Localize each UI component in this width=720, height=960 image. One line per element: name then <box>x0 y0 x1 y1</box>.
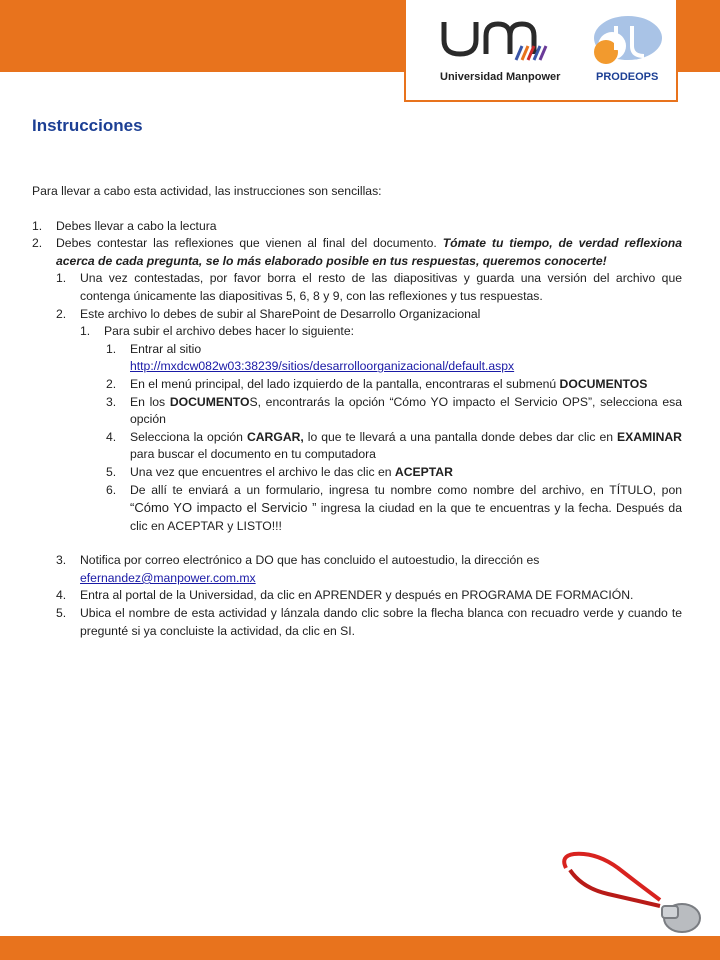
list-item: 1. Entrar al sitio http://mxdcw082w03:38239/sitios/desarrolloorganizacional/default.aspx <box>106 341 515 374</box>
bottom-orange-bar <box>0 936 720 960</box>
list-item: 4. Selecciona la opción CARGAR, lo que te llevará a una pantalla donde debes dar clic en EXAMINAR para buscar el documento en tu computadora <box>106 429 682 462</box>
list-item: 3. Notifica por correo electrónico a DO que has concluido el autoestudio, la dirección es efernandez@manpower.com.mx <box>56 553 540 585</box>
whistle-icon <box>556 848 706 940</box>
list-item: 2. Este archivo lo debes de subir al SharePoint de Desarrollo Organizacional 1. Para subir el archivo debes hacer lo siguiente: 1. Entrar al sitio http://mxdcw082w03:38239/sitios/desarrolloorganizacional/default.aspx 2. En el menú principal, del lado izquierdo de la pantalla, encontraras el submenú DOCUMENTOS 3. En los DOCUMENTOS, encontrarás la opción “Cómo YO impacto el Servicio OPS”, selecciona esa opción 4. Selecciona la opción CARGAR, lo que te llevará a una pantalla donde debes dar clic en EXAMINAR para buscar el documento en tu computadora 5. Una vez que encuentres el archivo le das clic en ACEPTAR 6. De allí te enviará a un formulario, ingresa tu nombre como nombre del archivo, en TÍTULO, pon “Cómo YO impacto el Servicio ” ingresa la ciudad en la que te encuentras y la fecha. Después da clic en ACEPTAR y LISTO!!! <box>80 306 682 536</box>
list-item: 5. Ubica el nombre de esta actividad y lánzala dando clic sobre la flecha blanca con recuadro verde y cuando te pregunté si ya concluiste la actividad, da clic en SI. <box>56 606 682 638</box>
list-item: 2. En el menú principal, del lado izquierdo de la pantalla, encontraras el submenú DOCUMENTOS <box>106 376 648 391</box>
intro-text: Para llevar a cabo esta actividad, las instrucciones son sencillas: <box>32 184 382 198</box>
email-link[interactable]: efernandez@manpower.com.mx <box>80 570 256 585</box>
list-item: 1. Para subir el archivo debes hacer lo siguiente: 1. Entrar al sitio http://mxdcw082w03:38239/sitios/desarrolloorganizacional/default.aspx 2. En el menú principal, del lado izquierdo de la pantalla, encontraras el submenú DOCUMENTOS 3. En los DOCUMENTOS, encontrarás la opción “Cómo YO impacto el Servicio OPS”, selecciona esa opción 4. Selecciona la opción CARGAR, lo que te llevará a una pantalla donde debes dar clic en EXAMINAR para buscar el documento en tu computadora 5. Una vez que encuentres el archivo le das clic en ACEPTAR 6. De allí te enviará a un formulario, ingresa tu nombre como nombre del archivo, en TÍTULO, pon “Cómo YO impacto el Servicio ” ingresa la ciudad en la que te encuentras y la fecha. Después da clic en ACEPTAR y LISTO!!! <box>104 323 682 535</box>
svg-text:Universidad Manpower: Universidad Manpower <box>440 71 561 83</box>
list-item: 5. Una vez que encuentres el archivo le das clic en ACEPTAR <box>106 464 453 479</box>
instructions-body <box>32 183 682 640</box>
sub-steps-list <box>56 270 682 640</box>
main-steps-list <box>32 218 682 641</box>
list-item: 1. Debes llevar a cabo la lectura <box>32 218 217 233</box>
list-item: 2. Debes contestar las reflexiones que vienen al final del documento. Tómate tu tiempo, de verdad reflexiona acerca de cada pregunta, se lo más elaborado posible en tus respuestas, queremos conocerte! 1. Una vez contestadas, por favor borra el resto de las diapositivas y guarda una versión del archivo que contenga únicamente las diapositivas 5, 6, 8 y 9, con las reflexiones y tus respuestas. 2. Este archivo lo debes de subir al SharePoint de Desarrollo Organizacional 1. Para subir el archivo debes hacer lo siguiente: 1. Entrar al sitio http://mxdcw082w03:38239/sitios/desarrolloorganizacional/default.aspx 2. En el menú principal, del lado izquierdo de la pantalla, encontraras el submenú DOCUMENTOS 3. En los DOCUMENTOS, encontrarás la opción “Cómo YO impacto el Servicio OPS”, selecciona esa opción 4. Selecciona la opción CARGAR, lo que te llevará a una pantalla donde debes dar clic en EXAMINAR para buscar el documento en tu computadora 5. Una vez que encuentres el archivo le das clic en ACEPTAR 6. De allí te enviará a un formulario, ingresa tu nombre como nombre del archivo, en TÍTULO, pon “Cómo YO impacto el Servicio ” ingresa la ciudad en la que te encuentras y la fecha. Después da clic en ACEPTAR y LISTO!!! 3. Notifica por correo electrónico a DO que has concluido el autoestudio, la dirección es efernandez@manpower.com.mx 4. Entra al portal de la Universidad, da clic en APRENDER y después en PROGRAMA DE FORMACIÓN. 5. Ubica el nombre de esta actividad y lánzala dando clic sobre la flecha blanca con recuadro verde y cuando te pregunté si ya concluiste la actividad, da clic en SI. <box>56 235 682 640</box>
logo-panel <box>404 0 678 102</box>
sharepoint-link[interactable]: http://mxdcw082w03:38239/sitios/desarrolloorganizacional/default.aspx <box>130 359 515 374</box>
list-item: 6. De allí te enviará a un formulario, ingresa tu nombre como nombre del archivo, en TÍTULO, pon “Cómo YO impacto el Servicio ” ingresa la ciudad en la que te encuentras y la fecha. Después da clic en ACEPTAR y LISTO!!! <box>106 482 682 533</box>
upload-list <box>80 323 682 535</box>
svg-text:PRODEOPS: PRODEOPS <box>596 71 659 83</box>
university-logo-icon <box>406 0 676 100</box>
list-item: 4. Entra al portal de la Universidad, da clic en APRENDER y después en PROGRAMA DE FORMACIÓN. <box>56 588 634 603</box>
list-item: 3. En los DOCUMENTOS, encontrarás la opción “Cómo YO impacto el Servicio OPS”, selecciona esa opción <box>106 394 682 427</box>
upload-steps-list <box>104 341 682 536</box>
page-title: Instrucciones <box>32 116 143 135</box>
list-item: 1. Una vez contestadas, por favor borra el resto de las diapositivas y guarda una versión del archivo que contenga únicamente las diapositivas 5, 6, 8 y 9, con las reflexiones y tus respuestas. <box>56 271 682 303</box>
